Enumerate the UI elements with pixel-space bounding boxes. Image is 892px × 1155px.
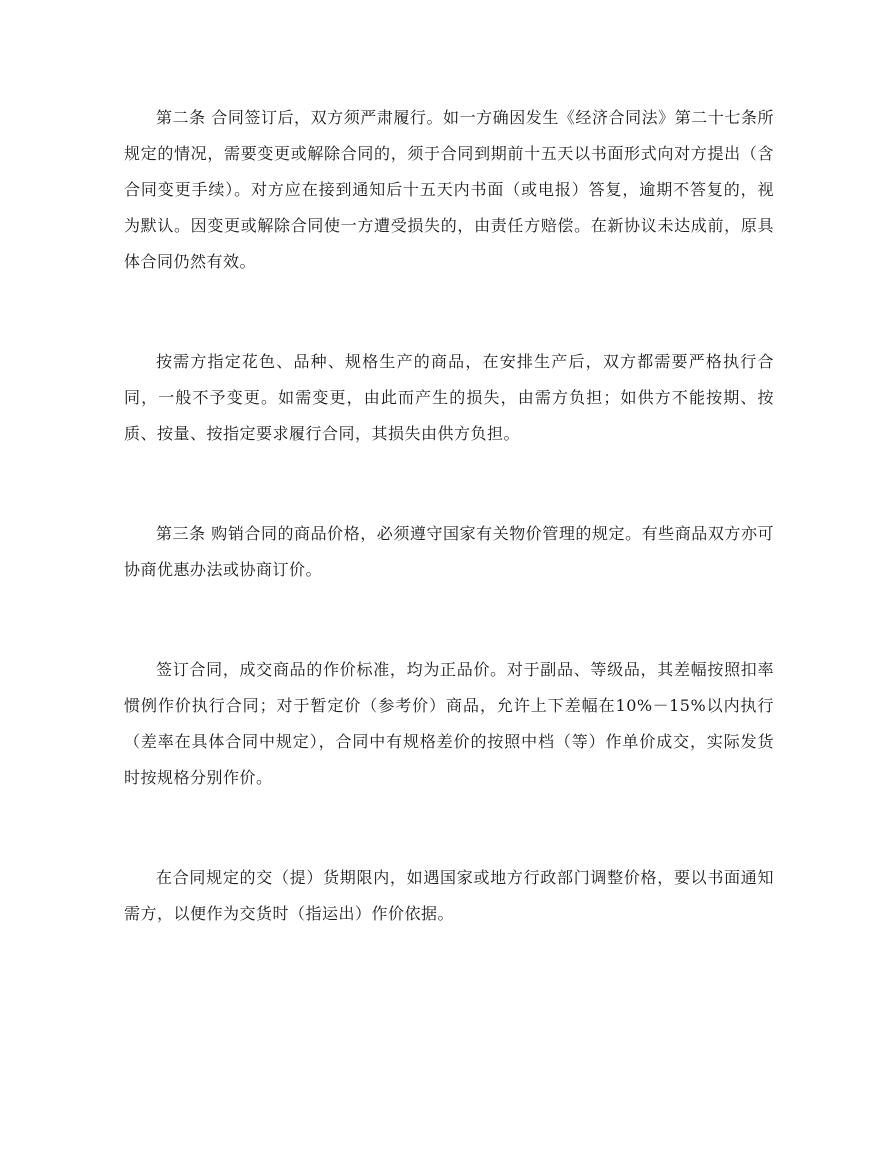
paragraph-article-3: 第三条 购销合同的商品价格，必须遵守国家有关物价管理的规定。有些商品双方亦可协商优惠办法或协商订价。 <box>124 524 774 579</box>
document-body <box>124 100 774 932</box>
paragraph-price-adjustment: 在合同规定的交（提）货期限内，如遇国家或地方行政部门调整价格，要以书面通知需方，以便作为交货时（指运出）作价依据。 <box>124 868 774 923</box>
paragraph-custom-spec-goods: 按需方指定花色、品种、规格生产的商品，在安排生产后，双方都需要严格执行合同，一般不予变更。如需变更，由此而产生的损失，由需方负担；如供方不能按期、按质、按量、按指定要求履行合同，其损失由供方负担。 <box>124 352 774 443</box>
paragraph-article-2: 第二条 合同签订后，双方须严肃履行。如一方确因发生《经济合同法》第二十七条所规定的情况，需要变更或解除合同的，须于合同到期前十五天以书面形式向对方提出（含合同变更手续）。对方应在接到通知后十五天内书面（或电报）答复，逾期不答复的，视为默认。因变更或解除合同使一方遭受损失的，由责任方赔偿。在新协议未达成前，原具体合同仍然有效。 <box>124 108 774 271</box>
paragraph-pricing-standard: 签订合同，成交商品的作价标准，均为正品价。对于副品、等级品，其差幅按照扣率惯例作价执行合同；对于暂定价（参考价）商品，允许上下差幅在10%－15%以内执行（差率在具体合同中规定），合同中有规格差价的按照中档（等）作单价成交，实际发货时按规格分别作价。 <box>124 660 774 787</box>
